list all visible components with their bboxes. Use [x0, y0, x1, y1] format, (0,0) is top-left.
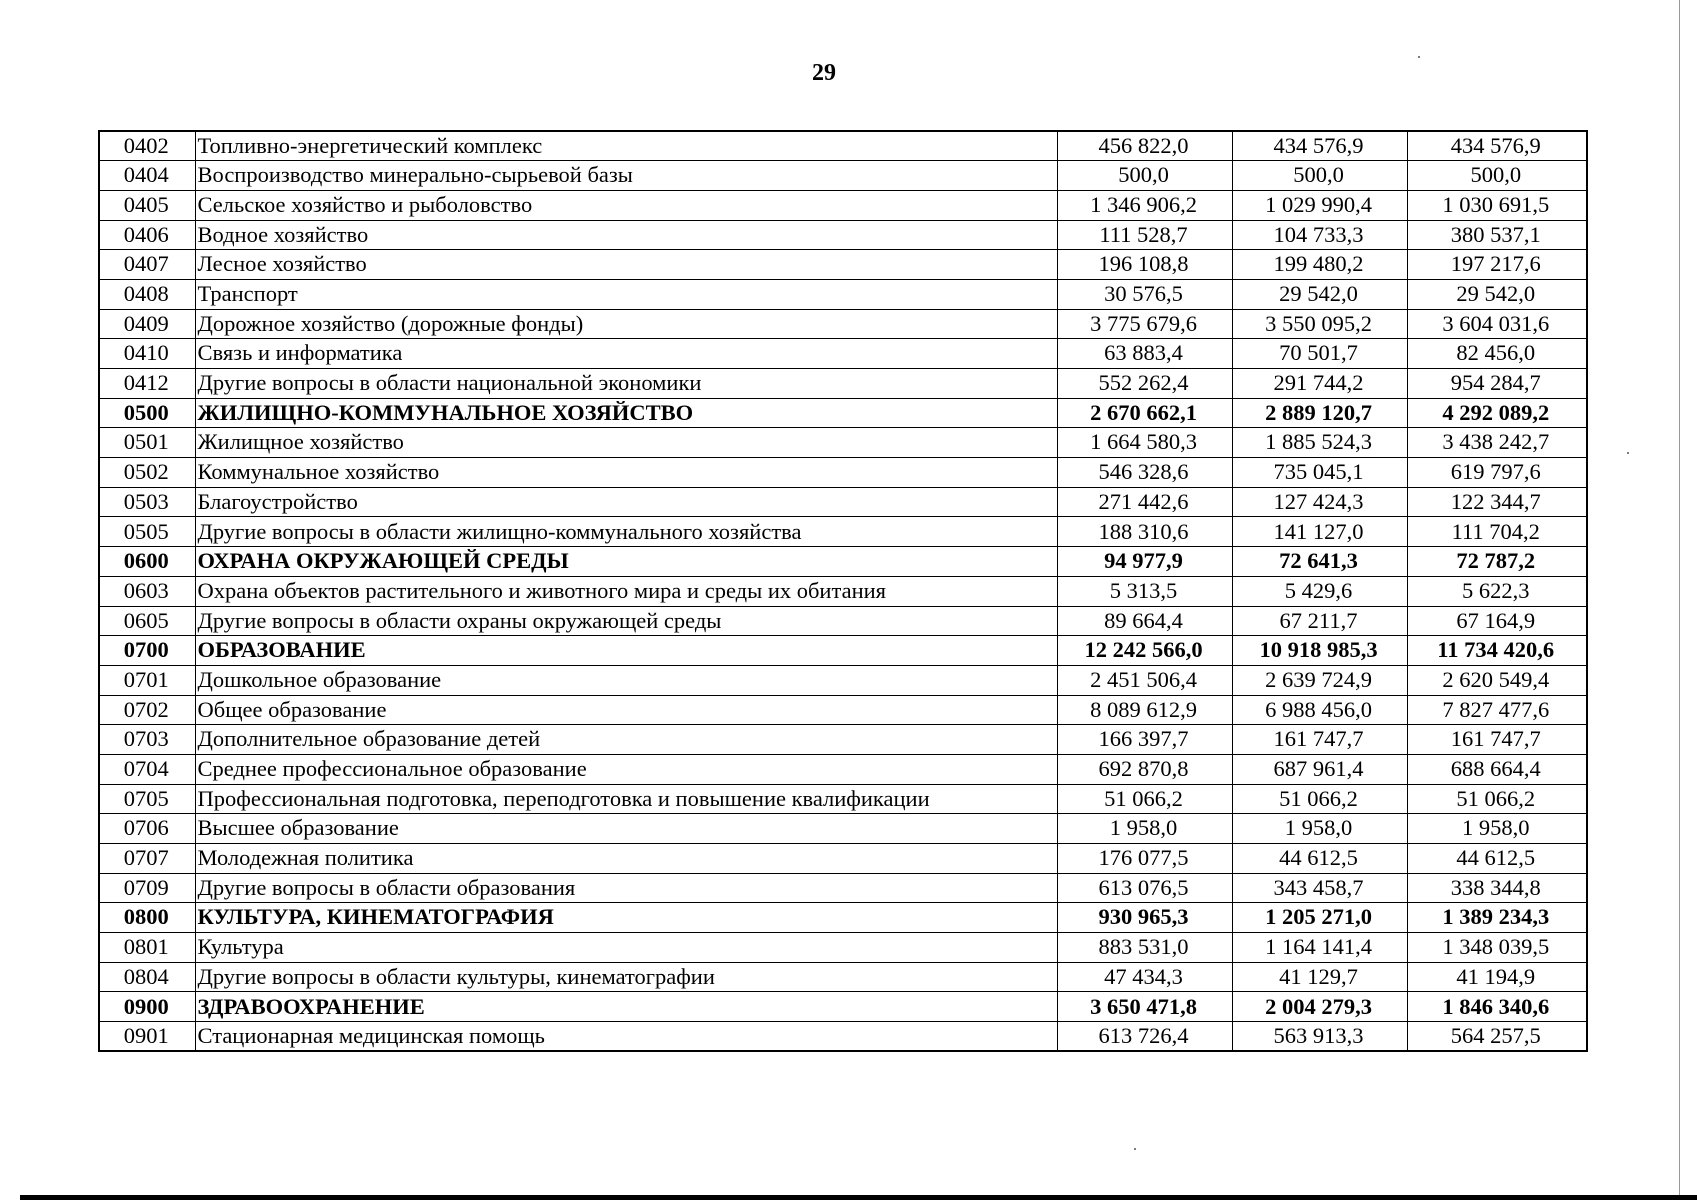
- row-value-3: 338 344,8: [1407, 873, 1587, 903]
- row-code: 0503: [99, 487, 195, 517]
- row-value-1: 63 883,4: [1057, 339, 1232, 369]
- row-name: Общее образование: [195, 695, 1057, 725]
- section-row: [99, 992, 1587, 1022]
- table-row: [99, 517, 1587, 547]
- row-value-2: 5 429,6: [1232, 576, 1407, 606]
- row-value-1: 47 434,3: [1057, 962, 1232, 992]
- row-code: 0407: [99, 250, 195, 280]
- row-value-1: 188 310,6: [1057, 517, 1232, 547]
- table-row: [99, 873, 1587, 903]
- row-code: 0405: [99, 190, 195, 220]
- table-row: [99, 428, 1587, 458]
- section-row: [99, 398, 1587, 428]
- row-code: 0501: [99, 428, 195, 458]
- row-name: Транспорт: [195, 279, 1057, 309]
- row-value-1: 12 242 566,0: [1057, 636, 1232, 666]
- row-value-1: 94 977,9: [1057, 547, 1232, 577]
- row-code: 0700: [99, 636, 195, 666]
- row-code: 0707: [99, 844, 195, 874]
- row-value-3: 44 612,5: [1407, 844, 1587, 874]
- table-row: [99, 458, 1587, 488]
- row-value-2: 500,0: [1232, 161, 1407, 191]
- row-value-3: 380 537,1: [1407, 220, 1587, 250]
- row-value-2: 3 550 095,2: [1232, 309, 1407, 339]
- row-value-2: 343 458,7: [1232, 873, 1407, 903]
- table-row: [99, 784, 1587, 814]
- row-value-1: 8 089 612,9: [1057, 695, 1232, 725]
- row-code: 0704: [99, 754, 195, 784]
- table-row: [99, 220, 1587, 250]
- budget-table: [98, 130, 1588, 1052]
- row-code: 0801: [99, 933, 195, 963]
- scan-speck: [1418, 56, 1420, 58]
- table-row: [99, 962, 1587, 992]
- row-value-2: 72 641,3: [1232, 547, 1407, 577]
- row-value-3: 111 704,2: [1407, 517, 1587, 547]
- row-value-3: 2 620 549,4: [1407, 665, 1587, 695]
- row-code: 0605: [99, 606, 195, 636]
- row-code: 0404: [99, 161, 195, 191]
- table-row: [99, 487, 1587, 517]
- row-value-1: 111 528,7: [1057, 220, 1232, 250]
- row-name: Культура: [195, 933, 1057, 963]
- row-value-2: 70 501,7: [1232, 339, 1407, 369]
- row-value-2: 29 542,0: [1232, 279, 1407, 309]
- row-code: 0406: [99, 220, 195, 250]
- row-value-1: 2 451 506,4: [1057, 665, 1232, 695]
- table-row: [99, 606, 1587, 636]
- row-value-2: 2 639 724,9: [1232, 665, 1407, 695]
- row-code: 0706: [99, 814, 195, 844]
- row-value-2: 1 164 141,4: [1232, 933, 1407, 963]
- row-value-1: 2 670 662,1: [1057, 398, 1232, 428]
- row-value-1: 3 650 471,8: [1057, 992, 1232, 1022]
- row-value-1: 51 066,2: [1057, 784, 1232, 814]
- row-name: Другие вопросы в области национальной экономики: [195, 369, 1057, 399]
- row-value-3: 434 576,9: [1407, 131, 1587, 161]
- table-row: [99, 131, 1587, 161]
- row-value-1: 456 822,0: [1057, 131, 1232, 161]
- row-code: 0709: [99, 873, 195, 903]
- row-name: Другие вопросы в области охраны окружающей среды: [195, 606, 1057, 636]
- section-row: [99, 636, 1587, 666]
- row-value-1: 613 076,5: [1057, 873, 1232, 903]
- budget-table-body: [99, 131, 1587, 1051]
- row-value-1: 5 313,5: [1057, 576, 1232, 606]
- row-value-2: 104 733,3: [1232, 220, 1407, 250]
- row-code: 0408: [99, 279, 195, 309]
- row-value-1: 271 442,6: [1057, 487, 1232, 517]
- row-value-1: 883 531,0: [1057, 933, 1232, 963]
- row-value-3: 3 604 031,6: [1407, 309, 1587, 339]
- row-value-2: 563 913,3: [1232, 1022, 1407, 1052]
- row-code: 0603: [99, 576, 195, 606]
- row-value-1: 500,0: [1057, 161, 1232, 191]
- row-code: 0901: [99, 1022, 195, 1052]
- row-value-3: 500,0: [1407, 161, 1587, 191]
- table-row: [99, 814, 1587, 844]
- row-value-2: 687 961,4: [1232, 754, 1407, 784]
- row-code: 0800: [99, 903, 195, 933]
- row-value-3: 3 438 242,7: [1407, 428, 1587, 458]
- row-name: Дошкольное образование: [195, 665, 1057, 695]
- scan-speck: [1627, 452, 1629, 454]
- scan-bottom-bar: [20, 1195, 1697, 1200]
- row-value-3: 619 797,6: [1407, 458, 1587, 488]
- row-value-2: 1 958,0: [1232, 814, 1407, 844]
- row-value-3: 564 257,5: [1407, 1022, 1587, 1052]
- table-row: [99, 1022, 1587, 1052]
- row-value-2: 127 424,3: [1232, 487, 1407, 517]
- scan-edge-line: [1679, 0, 1680, 1200]
- row-value-3: 82 456,0: [1407, 339, 1587, 369]
- row-name: Другие вопросы в области жилищно-коммунального хозяйства: [195, 517, 1057, 547]
- table-row: [99, 725, 1587, 755]
- table-row: [99, 695, 1587, 725]
- row-value-3: 1 348 039,5: [1407, 933, 1587, 963]
- table-row: [99, 339, 1587, 369]
- row-value-3: 688 664,4: [1407, 754, 1587, 784]
- row-value-2: 1 205 271,0: [1232, 903, 1407, 933]
- row-code: 0702: [99, 695, 195, 725]
- table-row: [99, 754, 1587, 784]
- section-row: [99, 547, 1587, 577]
- row-value-2: 199 480,2: [1232, 250, 1407, 280]
- row-value-3: 1 030 691,5: [1407, 190, 1587, 220]
- table-row: [99, 933, 1587, 963]
- row-name: Жилищное хозяйство: [195, 428, 1057, 458]
- row-name: Охрана объектов растительного и животного мира и среды их обитания: [195, 576, 1057, 606]
- row-value-1: 3 775 679,6: [1057, 309, 1232, 339]
- row-value-2: 1 029 990,4: [1232, 190, 1407, 220]
- row-value-1: 546 328,6: [1057, 458, 1232, 488]
- row-name: Другие вопросы в области образования: [195, 873, 1057, 903]
- row-value-1: 1 346 906,2: [1057, 190, 1232, 220]
- row-value-2: 44 612,5: [1232, 844, 1407, 874]
- row-value-3: 1 389 234,3: [1407, 903, 1587, 933]
- row-name: Воспроизводство минерально-сырьевой базы: [195, 161, 1057, 191]
- row-code: 0410: [99, 339, 195, 369]
- table-row: [99, 844, 1587, 874]
- row-value-3: 51 066,2: [1407, 784, 1587, 814]
- row-value-1: 930 965,3: [1057, 903, 1232, 933]
- row-name: Благоустройство: [195, 487, 1057, 517]
- row-value-2: 161 747,7: [1232, 725, 1407, 755]
- row-name: Лесное хозяйство: [195, 250, 1057, 280]
- table-row: [99, 190, 1587, 220]
- row-value-2: 735 045,1: [1232, 458, 1407, 488]
- row-name: Среднее профессиональное образование: [195, 754, 1057, 784]
- row-value-1: 613 726,4: [1057, 1022, 1232, 1052]
- row-name: Профессиональная подготовка, переподготовка и повышение квалификации: [195, 784, 1057, 814]
- row-code: 0502: [99, 458, 195, 488]
- row-code: 0600: [99, 547, 195, 577]
- table-row: [99, 309, 1587, 339]
- row-value-1: 1 958,0: [1057, 814, 1232, 844]
- row-value-1: 176 077,5: [1057, 844, 1232, 874]
- table-row: [99, 665, 1587, 695]
- row-name: Водное хозяйство: [195, 220, 1057, 250]
- row-name: Коммунальное хозяйство: [195, 458, 1057, 488]
- row-value-3: 29 542,0: [1407, 279, 1587, 309]
- row-value-2: 1 885 524,3: [1232, 428, 1407, 458]
- row-name: Стационарная медицинская помощь: [195, 1022, 1057, 1052]
- row-code: 0505: [99, 517, 195, 547]
- row-value-2: 67 211,7: [1232, 606, 1407, 636]
- row-value-2: 10 918 985,3: [1232, 636, 1407, 666]
- row-value-3: 4 292 089,2: [1407, 398, 1587, 428]
- row-code: 0500: [99, 398, 195, 428]
- row-value-3: 954 284,7: [1407, 369, 1587, 399]
- row-name: КУЛЬТУРА, КИНЕМАТОГРАФИЯ: [195, 903, 1057, 933]
- row-code: 0703: [99, 725, 195, 755]
- row-value-1: 166 397,7: [1057, 725, 1232, 755]
- row-value-2: 434 576,9: [1232, 131, 1407, 161]
- row-name: Высшее образование: [195, 814, 1057, 844]
- row-code: 0402: [99, 131, 195, 161]
- row-value-3: 1 958,0: [1407, 814, 1587, 844]
- row-value-3: 122 344,7: [1407, 487, 1587, 517]
- row-value-3: 7 827 477,6: [1407, 695, 1587, 725]
- row-value-3: 1 846 340,6: [1407, 992, 1587, 1022]
- row-value-1: 692 870,8: [1057, 754, 1232, 784]
- row-name: ОБРАЗОВАНИЕ: [195, 636, 1057, 666]
- row-value-3: 67 164,9: [1407, 606, 1587, 636]
- row-code: 0804: [99, 962, 195, 992]
- row-name: Дорожное хозяйство (дорожные фонды): [195, 309, 1057, 339]
- row-value-2: 41 129,7: [1232, 962, 1407, 992]
- row-value-3: 11 734 420,6: [1407, 636, 1587, 666]
- row-value-3: 41 194,9: [1407, 962, 1587, 992]
- table-row: [99, 369, 1587, 399]
- row-code: 0900: [99, 992, 195, 1022]
- row-value-2: 51 066,2: [1232, 784, 1407, 814]
- row-code: 0409: [99, 309, 195, 339]
- row-name: Сельское хозяйство и рыболовство: [195, 190, 1057, 220]
- table-row: [99, 250, 1587, 280]
- scan-speck: [1134, 1148, 1136, 1150]
- row-code: 0705: [99, 784, 195, 814]
- row-value-2: 6 988 456,0: [1232, 695, 1407, 725]
- section-row: [99, 903, 1587, 933]
- row-value-3: 72 787,2: [1407, 547, 1587, 577]
- row-value-2: 141 127,0: [1232, 517, 1407, 547]
- page-number: 29: [812, 60, 836, 86]
- table-row: [99, 576, 1587, 606]
- table-row: [99, 161, 1587, 191]
- table-row: [99, 279, 1587, 309]
- row-value-1: 196 108,8: [1057, 250, 1232, 280]
- row-name: Дополнительное образование детей: [195, 725, 1057, 755]
- row-value-1: 89 664,4: [1057, 606, 1232, 636]
- row-name: ЗДРАВООХРАНЕНИЕ: [195, 992, 1057, 1022]
- row-value-3: 5 622,3: [1407, 576, 1587, 606]
- row-value-1: 30 576,5: [1057, 279, 1232, 309]
- row-value-1: 1 664 580,3: [1057, 428, 1232, 458]
- row-value-3: 197 217,6: [1407, 250, 1587, 280]
- row-value-1: 552 262,4: [1057, 369, 1232, 399]
- row-code: 0412: [99, 369, 195, 399]
- row-value-2: 2 004 279,3: [1232, 992, 1407, 1022]
- row-value-2: 291 744,2: [1232, 369, 1407, 399]
- row-value-3: 161 747,7: [1407, 725, 1587, 755]
- row-name: Связь и информатика: [195, 339, 1057, 369]
- row-value-2: 2 889 120,7: [1232, 398, 1407, 428]
- row-name: Молодежная политика: [195, 844, 1057, 874]
- row-name: Топливно-энергетический комплекс: [195, 131, 1057, 161]
- row-name: Другие вопросы в области культуры, кинематографии: [195, 962, 1057, 992]
- row-name: ЖИЛИЩНО-КОММУНАЛЬНОЕ ХОЗЯЙСТВО: [195, 398, 1057, 428]
- row-name: ОХРАНА ОКРУЖАЮЩЕЙ СРЕДЫ: [195, 547, 1057, 577]
- row-code: 0701: [99, 665, 195, 695]
